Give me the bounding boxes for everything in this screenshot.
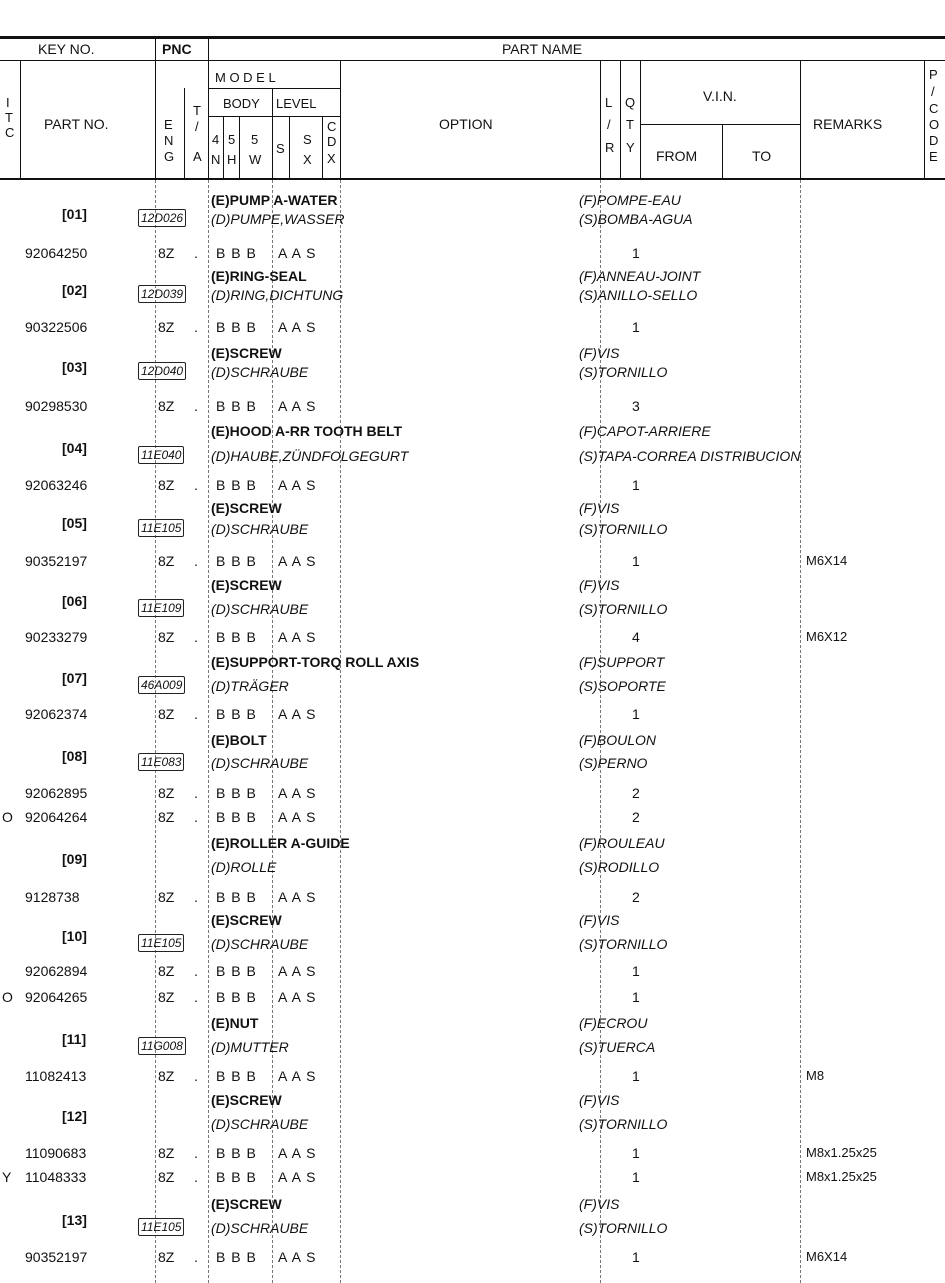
- row-eng: 8Z: [158, 963, 175, 979]
- item-name-de: (D)SCHRAUBE: [211, 1220, 309, 1236]
- row-eng: 8Z: [158, 477, 175, 493]
- header-body-5h: 5: [228, 132, 236, 147]
- item-key-no: [10]: [62, 928, 87, 944]
- item-name-fr: (F)BOULON: [579, 732, 656, 748]
- row-level: A A S: [278, 785, 317, 801]
- row-body-model: B B B: [216, 963, 257, 979]
- row-level: A A S: [278, 963, 317, 979]
- header-itc-i: I: [6, 95, 10, 110]
- item-name-es: (S)SOPORTE: [579, 678, 666, 694]
- row-body-model: B B B: [216, 989, 257, 1005]
- row-level: A A S: [278, 1145, 317, 1161]
- row-part-no: 92063246: [25, 477, 88, 493]
- item-name-de: (D)SCHRAUBE: [211, 364, 309, 380]
- vr-model: [340, 61, 341, 179]
- item-name-de: (D)HAUBE,ZÜNDFOLGEGURT: [211, 448, 409, 464]
- item-name-es: (S)RODILLO: [579, 859, 660, 875]
- header-option: OPTION: [439, 116, 493, 132]
- row-level: A A S: [278, 398, 317, 414]
- model-rule: [208, 88, 340, 89]
- vr-body: [272, 88, 273, 179]
- row-part-no: 11048333: [25, 1169, 87, 1185]
- item-key-no: [03]: [62, 359, 87, 375]
- item-name-de: (D)PUMPE,WASSER: [211, 211, 345, 227]
- vr-s: [289, 116, 290, 179]
- header-part-name: PART NAME: [502, 41, 583, 57]
- item-pnc: 11E105: [138, 1218, 184, 1236]
- row-ta: .: [194, 1145, 198, 1161]
- row-eng: 8Z: [158, 785, 175, 801]
- header-body-h: H: [227, 152, 237, 167]
- item-key-no: [12]: [62, 1108, 87, 1124]
- body-guide-keyno: [155, 180, 156, 1283]
- item-name-en: (E)SCREW: [211, 1196, 282, 1212]
- item-name-fr: (F)VIS: [579, 345, 620, 361]
- row-part-no: 90352197: [25, 553, 88, 569]
- item-name-es: (S)TORNILLO: [579, 1220, 668, 1236]
- item-name-en: (E)SCREW: [211, 500, 282, 516]
- item-name-de: (D)SCHRAUBE: [211, 936, 309, 952]
- row-part-no: 90322506: [25, 319, 88, 335]
- item-name-de: (D)MUTTER: [211, 1039, 289, 1055]
- header-qty-t: T: [626, 117, 634, 132]
- header-qty-q: Q: [625, 95, 636, 110]
- row-part-no: 90298530: [25, 398, 88, 414]
- item-name-fr: (F)VIS: [579, 577, 620, 593]
- item-name-es: (S)TORNILLO: [579, 521, 668, 537]
- row-eng: 8Z: [158, 553, 175, 569]
- header-to: TO: [752, 148, 772, 164]
- row-ta: .: [194, 706, 198, 722]
- row-body-model: B B B: [216, 319, 257, 335]
- row-level: A A S: [278, 553, 317, 569]
- item-pnc: 12D039: [138, 285, 186, 303]
- item-pnc: 11E040: [138, 446, 184, 464]
- row-ta: .: [194, 245, 198, 261]
- row-part-no: 11082413: [25, 1068, 87, 1084]
- item-pnc: 12D026: [138, 209, 186, 227]
- row-eng: 8Z: [158, 1068, 175, 1084]
- item-name-es: (S)ANILLO-SELLO: [579, 287, 698, 303]
- vr-remarks: [924, 61, 925, 179]
- row-body-model: B B B: [216, 477, 257, 493]
- row-qty: 2: [632, 889, 640, 905]
- row-ta: .: [194, 809, 198, 825]
- row-qty: 1: [632, 319, 640, 335]
- item-name-es: (S)TAPA-CORREA DISTRIBUCION: [579, 448, 801, 464]
- header-key-no: KEY NO.: [38, 41, 95, 57]
- header-body: BODY: [223, 96, 260, 111]
- item-name-de: (D)TRÄGER: [211, 678, 289, 694]
- header-bottom-rule: [0, 178, 945, 180]
- row-body-model: B B B: [216, 1169, 257, 1185]
- item-name-es: (S)TUERCA: [579, 1039, 656, 1055]
- row-level: A A S: [278, 1169, 317, 1185]
- row-qty: 2: [632, 785, 640, 801]
- item-name-fr: (F)ECROU: [579, 1015, 648, 1031]
- row-part-no: 92064250: [25, 245, 88, 261]
- vr-ta: [184, 88, 185, 116]
- item-name-de: (D)SCHRAUBE: [211, 755, 309, 771]
- row-qty: 1: [632, 553, 640, 569]
- row-eng: 8Z: [158, 629, 175, 645]
- row-eng: 8Z: [158, 319, 175, 335]
- item-name-de: (D)SCHRAUBE: [211, 521, 309, 537]
- header-body-5w: 5: [251, 132, 259, 147]
- item-name-en: (E)SCREW: [211, 1092, 282, 1108]
- header-ta-slash: /: [195, 119, 199, 134]
- body-level-rule: [208, 116, 340, 117]
- row-part-no: 92062374: [25, 706, 88, 722]
- row-body-model: B B B: [216, 245, 257, 261]
- row-ta: .: [194, 1169, 198, 1185]
- item-name-fr: (F)VIS: [579, 1196, 620, 1212]
- row-part-no: 9128738: [25, 889, 80, 905]
- header-lr-r: R: [605, 140, 615, 155]
- item-name-en: (E)BOLT: [211, 732, 267, 748]
- item-name-es: (S)TORNILLO: [579, 936, 668, 952]
- row-body-model: B B B: [216, 785, 257, 801]
- row-itc: O: [2, 809, 13, 825]
- header-ta-t: T: [193, 103, 201, 118]
- item-pnc: 46A009: [138, 676, 185, 694]
- item-pnc: 12D040: [138, 362, 186, 380]
- item-key-no: [01]: [62, 206, 87, 222]
- row-level: A A S: [278, 1249, 317, 1265]
- item-key-no: [09]: [62, 851, 87, 867]
- vr-from: [722, 124, 723, 179]
- item-name-en: (E)RING-SEAL: [211, 268, 307, 284]
- item-pnc: 11G008: [138, 1037, 186, 1055]
- header-model: M O D E L: [215, 70, 276, 85]
- vr-keyno: [155, 37, 156, 179]
- row-remarks: M8x1.25x25: [806, 1145, 877, 1160]
- item-name-fr: (F)ANNEAU-JOINT: [579, 268, 701, 284]
- row-ta: .: [194, 629, 198, 645]
- header-vin: V.I.N.: [703, 88, 737, 104]
- header-pnc: PNC: [162, 41, 192, 57]
- header-body-w: W: [249, 152, 262, 167]
- header-rule-1: [0, 60, 945, 61]
- row-level: A A S: [278, 809, 317, 825]
- item-name-fr: (F)POMPE-EAU: [579, 192, 681, 208]
- row-body-model: B B B: [216, 398, 257, 414]
- row-part-no: 92062894: [25, 963, 88, 979]
- item-name-en: (E)SUPPORT-TORQ ROLL AXIS: [211, 654, 420, 670]
- row-qty: 1: [632, 245, 640, 261]
- row-ta: .: [194, 1249, 198, 1265]
- header-ta-a: A: [193, 149, 202, 164]
- row-ta: .: [194, 1068, 198, 1084]
- item-key-no: [04]: [62, 440, 87, 456]
- body-guide-model: [340, 180, 341, 1283]
- item-name-de: (D)SCHRAUBE: [211, 1116, 309, 1132]
- item-pnc: 11E105: [138, 934, 184, 952]
- row-qty: 1: [632, 1249, 640, 1265]
- item-key-no: [11]: [62, 1031, 87, 1047]
- item-key-no: [05]: [62, 515, 87, 531]
- row-body-model: B B B: [216, 1068, 257, 1084]
- row-qty: 1: [632, 989, 640, 1005]
- header-remarks: REMARKS: [813, 116, 883, 132]
- vr-option: [600, 61, 601, 179]
- row-eng: 8Z: [158, 989, 175, 1005]
- row-ta: .: [194, 963, 198, 979]
- header-eng-n: N: [164, 133, 174, 148]
- row-level: A A S: [278, 1068, 317, 1084]
- header-level-cdx-d: D: [327, 134, 337, 149]
- item-name-fr: (F)ROULEAU: [579, 835, 665, 851]
- row-body-model: B B B: [216, 706, 257, 722]
- item-name-es: (S)TORNILLO: [579, 1116, 668, 1132]
- row-body-model: B B B: [216, 629, 257, 645]
- item-name-fr: (F)SUPPORT: [579, 654, 665, 670]
- vr-eng: [184, 116, 185, 179]
- header-pcode-p: P: [929, 67, 938, 82]
- vr-sx: [322, 116, 323, 179]
- item-name-de: (D)ROLLE: [211, 859, 277, 875]
- header-eng-g: G: [164, 149, 175, 164]
- row-eng: 8Z: [158, 398, 175, 414]
- row-ta: .: [194, 989, 198, 1005]
- row-body-model: B B B: [216, 1249, 257, 1265]
- header-pcode-e: E: [929, 149, 938, 164]
- vr-lr: [620, 61, 621, 179]
- row-ta: .: [194, 785, 198, 801]
- row-itc: Y: [2, 1169, 12, 1185]
- item-name-en: (E)SCREW: [211, 345, 282, 361]
- header-pcode-d: D: [929, 133, 939, 148]
- row-qty: 1: [632, 477, 640, 493]
- item-name-es: (S)TORNILLO: [579, 601, 668, 617]
- row-part-no: 90233279: [25, 629, 88, 645]
- row-ta: .: [194, 889, 198, 905]
- item-key-no: [02]: [62, 282, 87, 298]
- vr-b2: [239, 116, 240, 179]
- row-body-model: B B B: [216, 1145, 257, 1161]
- item-name-es: (S)TORNILLO: [579, 364, 668, 380]
- vr-qty: [640, 61, 641, 179]
- row-body-model: B B B: [216, 553, 257, 569]
- row-remarks: M6X14: [806, 553, 848, 568]
- header-level-s: S: [276, 141, 285, 156]
- row-level: A A S: [278, 629, 317, 645]
- item-key-no: [08]: [62, 748, 87, 764]
- row-remarks: M6X12: [806, 629, 848, 644]
- item-name-fr: (F)CAPOT-ARRIERE: [579, 423, 711, 439]
- item-name-fr: (F)VIS: [579, 500, 620, 516]
- header-itc-c: C: [5, 125, 15, 140]
- row-qty: 1: [632, 963, 640, 979]
- item-name-en: (E)PUMP A-WATER: [211, 192, 338, 208]
- item-name-en: (E)HOOD A-RR TOOTH BELT: [211, 423, 403, 439]
- top-rule: [0, 36, 945, 39]
- row-eng: 8Z: [158, 1249, 175, 1265]
- row-qty: 1: [632, 1169, 640, 1185]
- row-qty: 1: [632, 1068, 640, 1084]
- header-lr-slash: /: [607, 117, 611, 132]
- header-body-n: N: [211, 152, 221, 167]
- vr-vin: [800, 61, 801, 179]
- row-remarks: M6X14: [806, 1249, 848, 1264]
- item-name-en: (E)NUT: [211, 1015, 259, 1031]
- row-level: A A S: [278, 889, 317, 905]
- row-qty: 2: [632, 809, 640, 825]
- row-qty: 1: [632, 706, 640, 722]
- header-eng-e: E: [164, 117, 173, 132]
- item-name-fr: (F)VIS: [579, 1092, 620, 1108]
- header-pcode-o: O: [929, 117, 940, 132]
- row-remarks: M8: [806, 1068, 825, 1083]
- row-qty: 3: [632, 398, 640, 414]
- item-key-no: [07]: [62, 670, 87, 686]
- row-body-model: B B B: [216, 809, 257, 825]
- row-ta: .: [194, 553, 198, 569]
- row-eng: 8Z: [158, 245, 175, 261]
- row-remarks: M8x1.25x25: [806, 1169, 877, 1184]
- item-name-en: (E)SCREW: [211, 912, 282, 928]
- row-eng: 8Z: [158, 1145, 175, 1161]
- header-from: FROM: [656, 148, 698, 164]
- item-pnc: 11E083: [138, 753, 184, 771]
- row-level: A A S: [278, 989, 317, 1005]
- row-eng: 8Z: [158, 706, 175, 722]
- item-name-es: (S)PERNO: [579, 755, 648, 771]
- row-ta: .: [194, 319, 198, 335]
- item-key-no: [06]: [62, 593, 87, 609]
- row-level: A A S: [278, 245, 317, 261]
- row-qty: 4: [632, 629, 640, 645]
- row-ta: .: [194, 477, 198, 493]
- header-pcode-c: C: [929, 101, 939, 116]
- row-eng: 8Z: [158, 1169, 175, 1185]
- row-part-no: 90352197: [25, 1249, 88, 1265]
- row-qty: 1: [632, 1145, 640, 1161]
- item-key-no: [13]: [62, 1212, 87, 1228]
- row-eng: 8Z: [158, 809, 175, 825]
- vr-b1: [223, 116, 224, 179]
- header-level-sx-x: X: [303, 152, 312, 167]
- header-pcode-slash: /: [931, 84, 935, 99]
- header-level: LEVEL: [276, 96, 317, 111]
- body-guide-pnc: [208, 180, 209, 1283]
- row-part-no: 92064265: [25, 989, 88, 1005]
- row-body-model: B B B: [216, 889, 257, 905]
- row-ta: .: [194, 398, 198, 414]
- item-name-en: (E)ROLLER A-GUIDE: [211, 835, 350, 851]
- row-itc: O: [2, 989, 13, 1005]
- header-part-no: PART NO.: [44, 116, 109, 132]
- body-guide-vin: [800, 180, 801, 1283]
- vr-itc: [20, 61, 21, 179]
- header-itc-t: T: [5, 110, 13, 125]
- item-name-en: (E)SCREW: [211, 577, 282, 593]
- row-eng: 8Z: [158, 889, 175, 905]
- header-body-4: 4: [212, 132, 220, 147]
- item-pnc: 11E105: [138, 519, 184, 537]
- header-level-sx-s: S: [303, 132, 312, 147]
- row-part-no: 92064264: [25, 809, 88, 825]
- header-qty-y: Y: [626, 140, 635, 155]
- row-level: A A S: [278, 477, 317, 493]
- row-part-no: 92062895: [25, 785, 88, 801]
- header-lr-l: L: [605, 95, 613, 110]
- row-part-no: 11090683: [25, 1145, 87, 1161]
- vr-pnc: [208, 37, 209, 179]
- item-name-de: (D)RING,DICHTUNG: [211, 287, 344, 303]
- item-name-fr: (F)VIS: [579, 912, 620, 928]
- item-name-es: (S)BOMBA-AGUA: [579, 211, 693, 227]
- vin-rule: [640, 124, 800, 125]
- row-level: A A S: [278, 706, 317, 722]
- row-level: A A S: [278, 319, 317, 335]
- header-level-cdx-x: X: [327, 151, 336, 166]
- item-pnc: 11E109: [138, 599, 184, 617]
- header-level-cdx-c: C: [327, 119, 337, 134]
- item-name-de: (D)SCHRAUBE: [211, 601, 309, 617]
